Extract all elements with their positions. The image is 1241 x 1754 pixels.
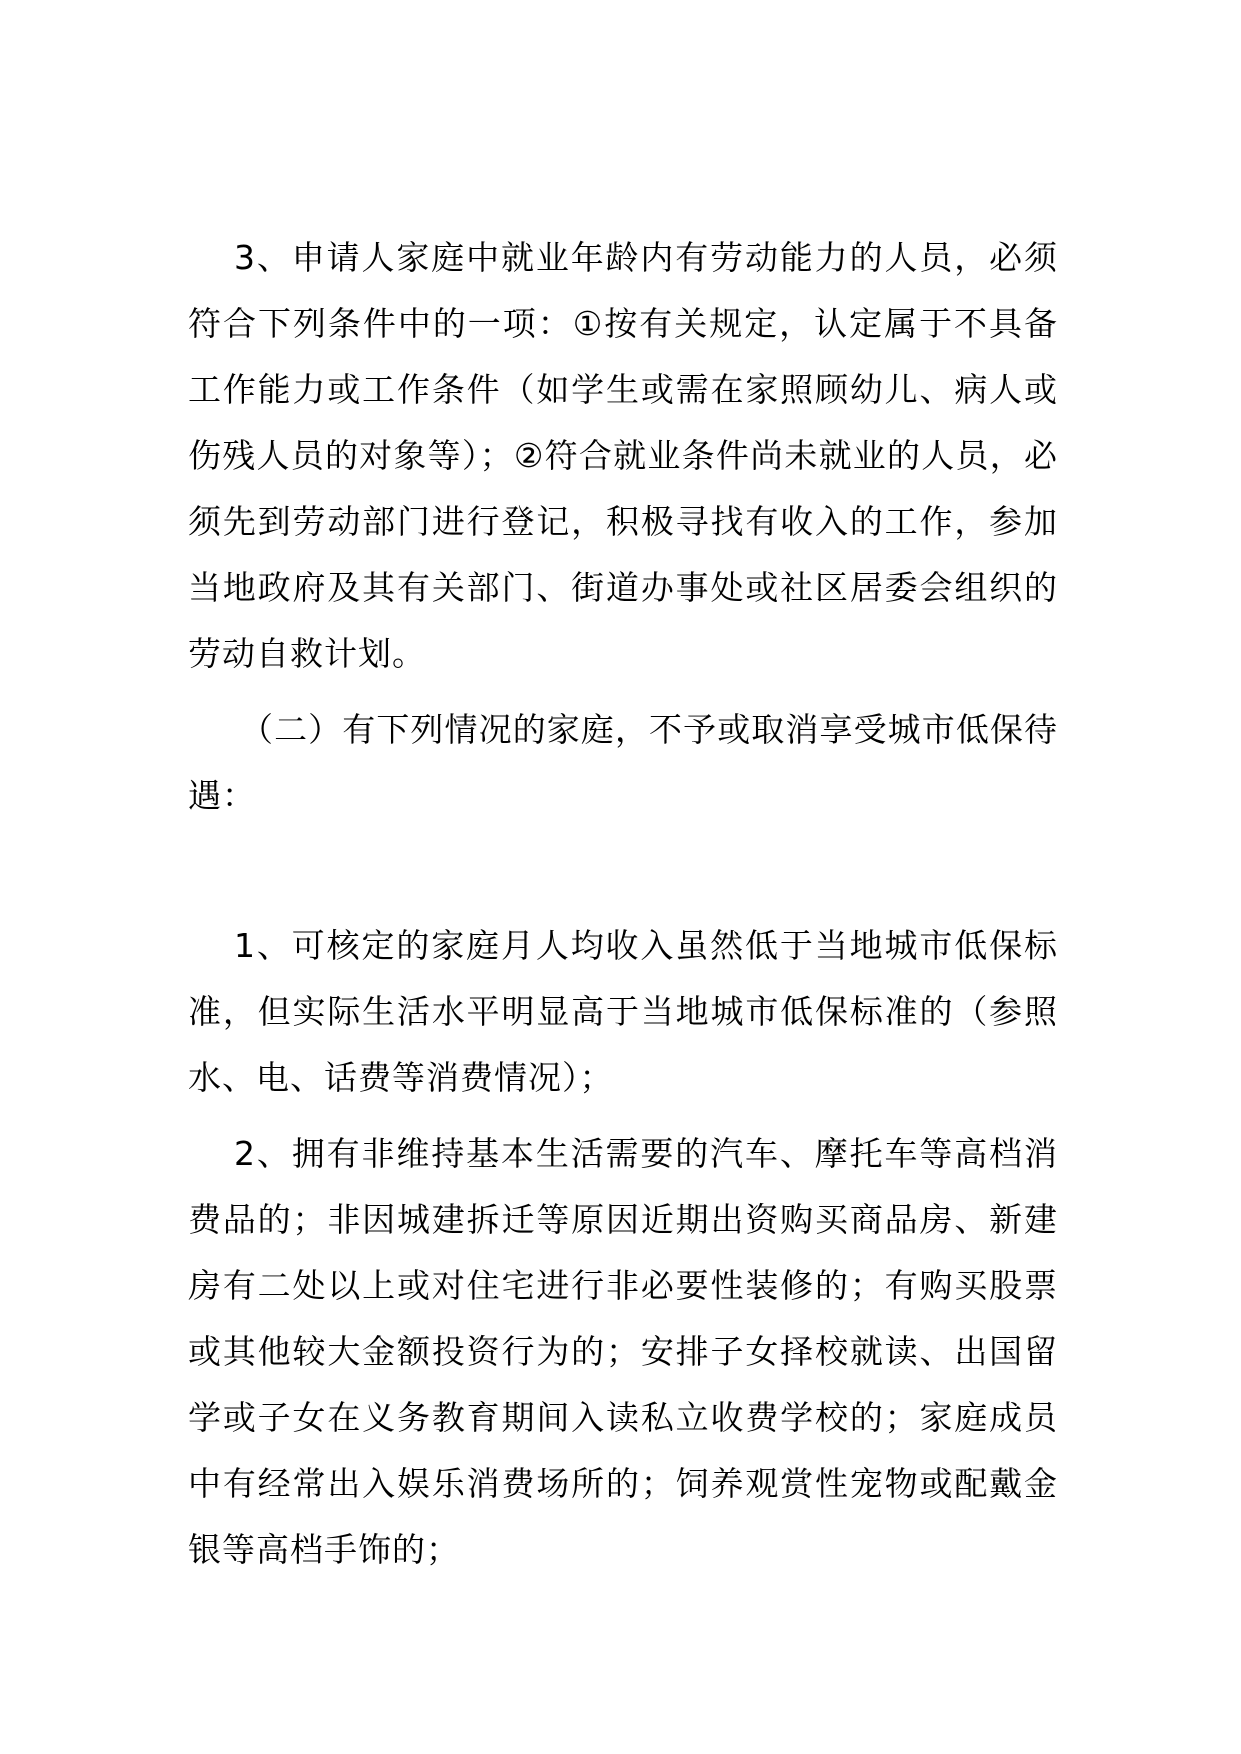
section-heading-two: （二）有下列情况的家庭，不予或取消享受城市低保待遇：	[188, 710, 1058, 815]
paragraph-item-2: 2、拥有非维持基本生活需要的汽车、摩托车等高档消费品的；非因城建拆迁等原因近期出资购买商品房、新建房有二处以上或对住宅进行非必要性装修的；有购买股票或其他较大金额投资行为的；安排子女择校就读、出国留学或子女在义务教育期间入读私立收费学校的；家庭成员中有经常出入娱乐消费场所的；饲养观赏性宠物或配戴金银等高档手饰的；	[188, 1134, 1058, 1569]
paragraph-spacer	[188, 829, 1058, 913]
paragraph-item-1: 1、可核定的家庭月人均收入虽然低于当地城市低保标准，但实际生活水平明显高于当地城市低保标准的（参照水、电、话费等消费情况）；	[188, 926, 1058, 1097]
paragraph-spacer	[188, 1111, 1058, 1121]
paragraph-spacer	[188, 687, 1058, 697]
document-body	[188, 225, 1058, 1583]
paragraph-item-3: 3、申请人家庭中就业年龄内有劳动能力的人员，必须符合下列条件中的一项：①按有关规定，认定属于不具备工作能力或工作条件（如学生或需在家照顾幼儿、病人或伤残人员的对象等）；②符合就业条件尚未就业的人员，必须先到劳动部门进行登记，积极寻找有收入的工作，参加当地政府及其有关部门、街道办事处或社区居委会组织的劳动自救计划。	[188, 238, 1058, 673]
